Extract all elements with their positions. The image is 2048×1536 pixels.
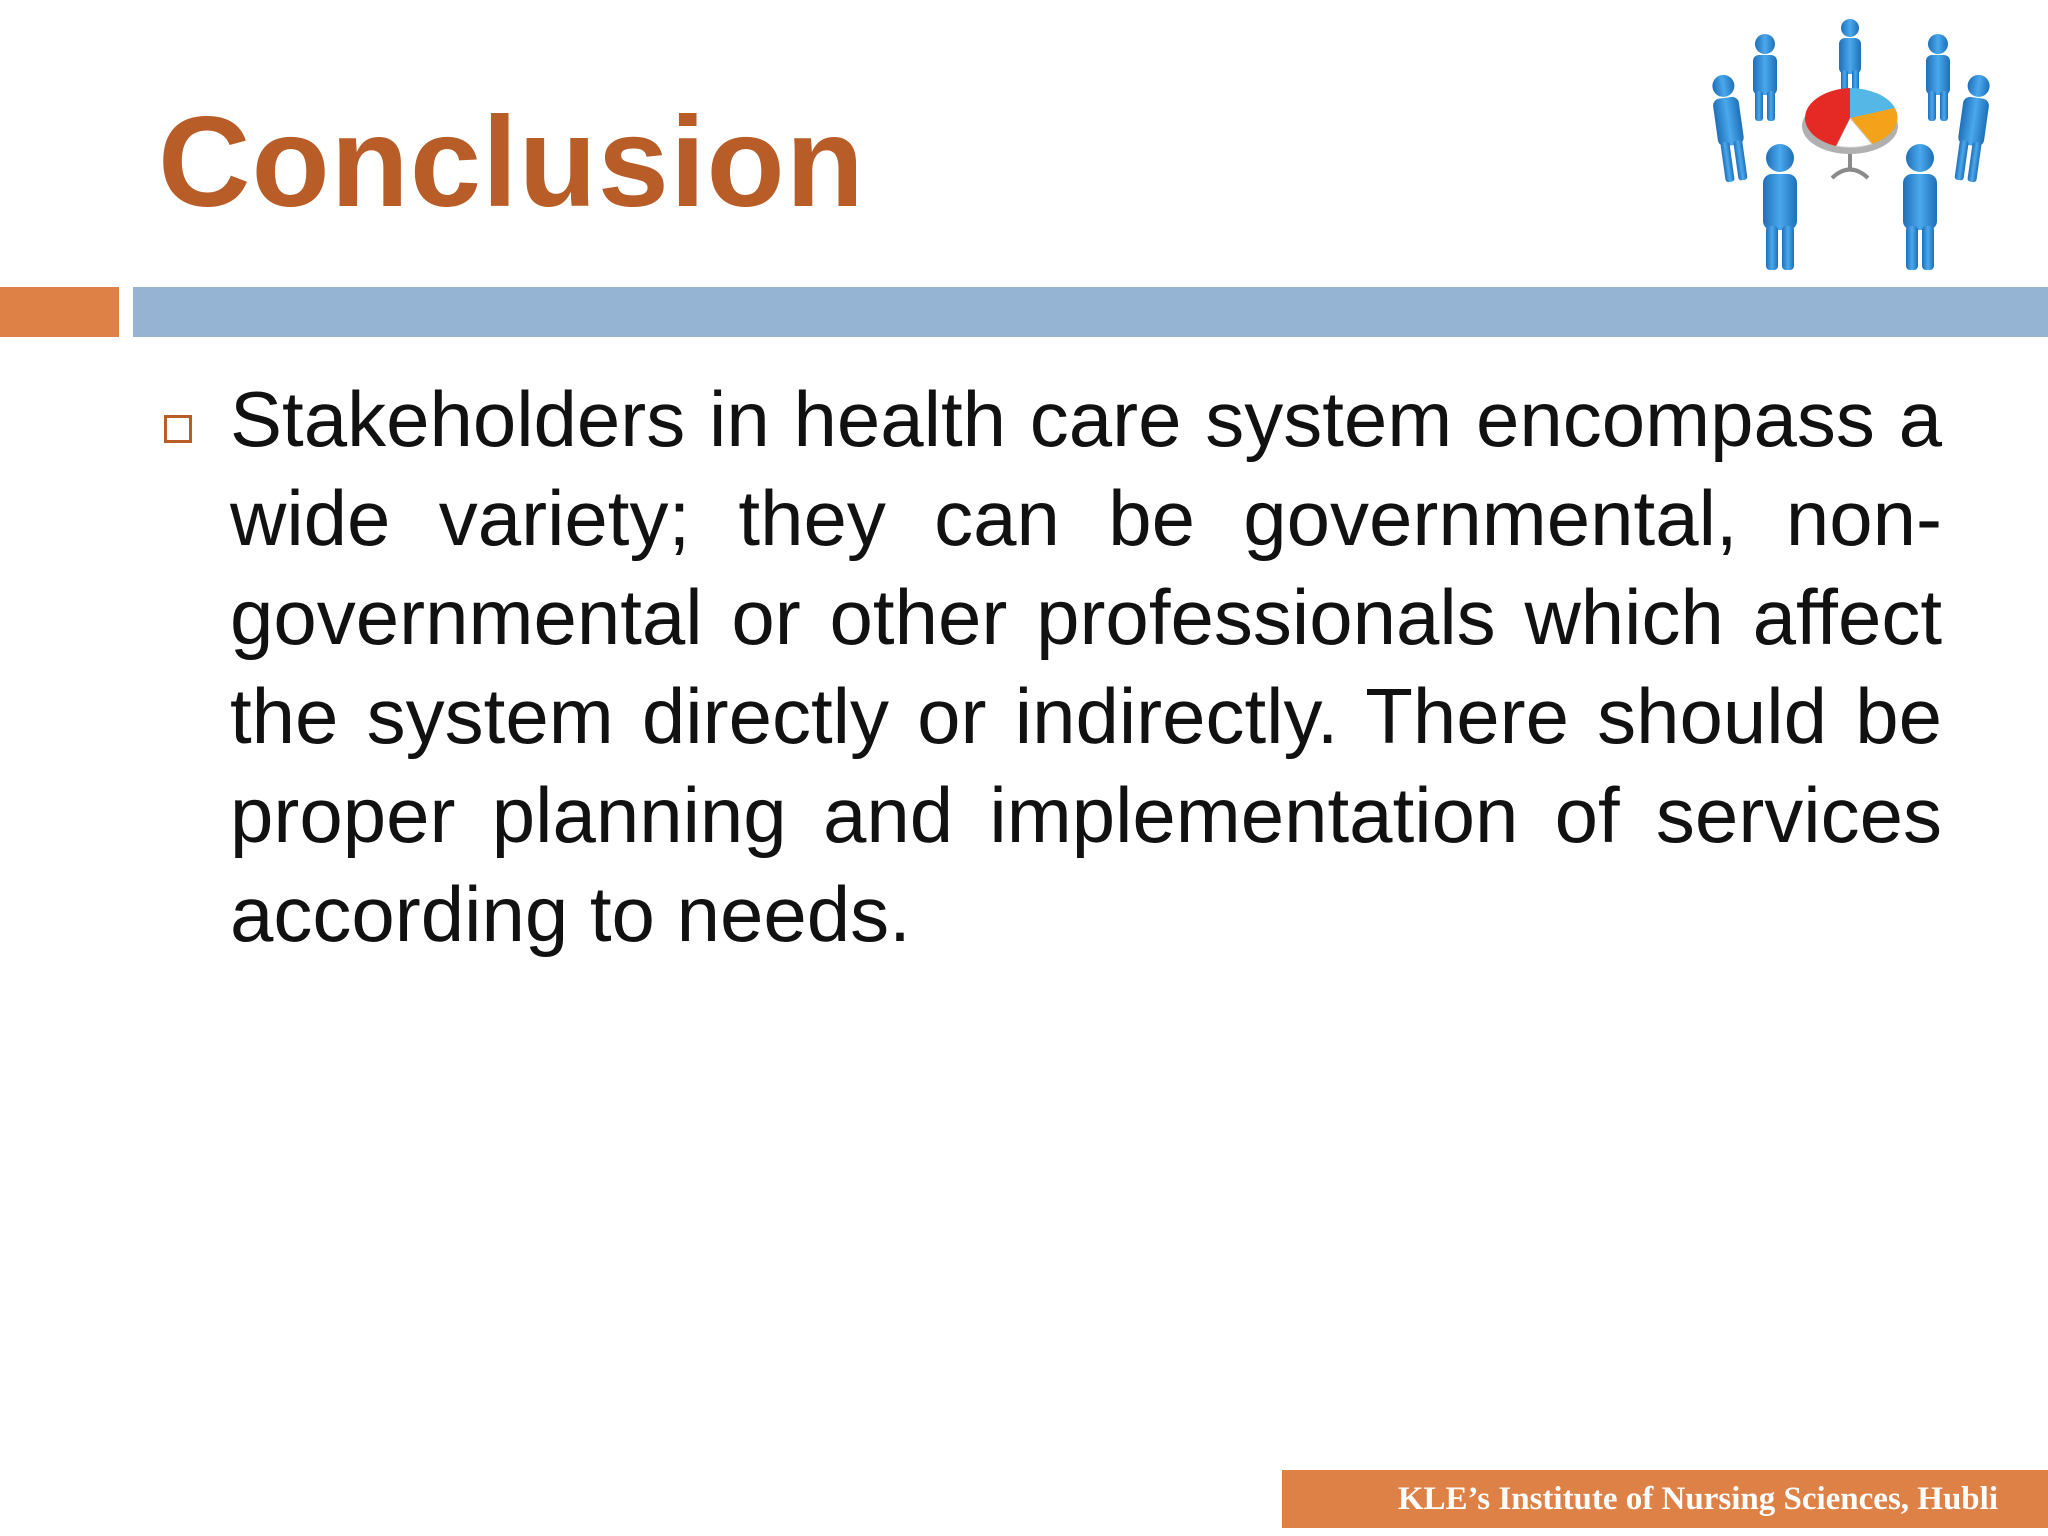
bullet-text: Stakeholders in health care system encompass a wide variety; they can be governmental, non-governmental or other professionals which affect the system directly or indirectly. There should be proper planning and implementation of services according to needs. bbox=[230, 375, 1942, 958]
footer-text: KLE’s Institute of Nursing Sciences, Hubli bbox=[1397, 1481, 1998, 1517]
square-bullet-icon bbox=[164, 415, 192, 443]
accent-bar-orange bbox=[0, 287, 119, 337]
slide-title: Conclusion bbox=[158, 91, 865, 234]
people-around-pie-chart-icon bbox=[1700, 6, 2000, 276]
footer-banner bbox=[1282, 1470, 2048, 1528]
accent-bar-blue bbox=[133, 287, 2048, 337]
